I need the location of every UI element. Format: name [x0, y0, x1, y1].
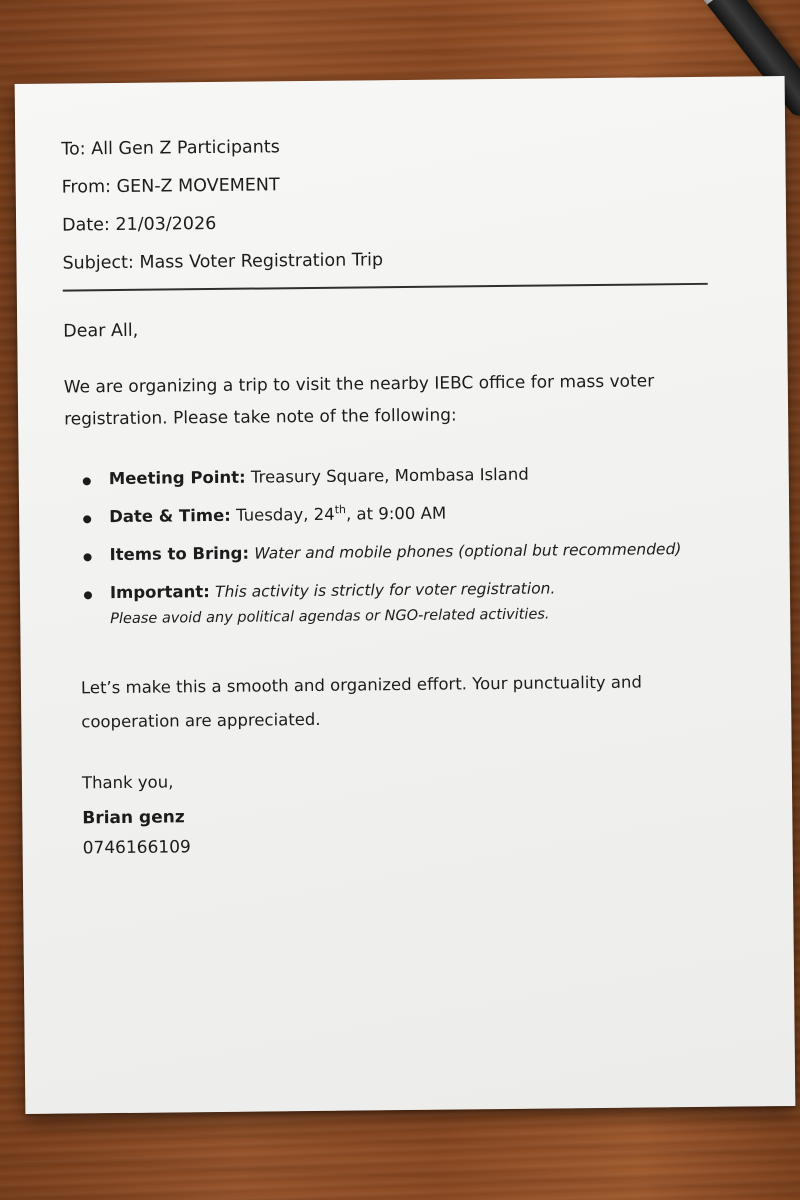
date-time-ordinal: th [334, 503, 347, 517]
memo-subject-label: Subject: [62, 252, 134, 274]
memo-date-line [62, 208, 742, 235]
intro-paragraph: We are organizing a trip to visit the nearby IEBC office for mass voter registration. Please take note of the following: [63, 371, 655, 430]
bullet-icon [84, 591, 92, 599]
memo-to-line [61, 132, 741, 159]
important-label: Important: [109, 582, 210, 603]
list-item-date-time [83, 498, 745, 529]
memo-subject-value: Mass Voter Registration Trip [139, 250, 384, 273]
memo-paper [15, 76, 796, 1114]
signer-name: Brian genz [82, 807, 185, 829]
signoff: Thank you, [81, 772, 174, 793]
meeting-point-label: Meeting Point: [108, 467, 246, 489]
memo-content [61, 132, 748, 858]
items-to-bring-value: Water and mobile phones (optional but recommended) [254, 540, 682, 563]
bullet-icon [83, 477, 91, 485]
memo-subject-line [62, 246, 742, 273]
salutation: Dear All, [63, 320, 139, 342]
signer-phone: 0746166109 [82, 837, 191, 859]
important-value: This activity is strictly for voter registration. [214, 579, 556, 601]
list-item-items-to-bring [83, 536, 745, 567]
important-note: Please avoid any political agendas or NGO-related activities. [110, 606, 550, 628]
bullet-icon [83, 515, 91, 523]
instruction-list [65, 460, 747, 633]
memo-to-value: All Gen Z Participants [91, 137, 280, 160]
list-item-important [84, 574, 747, 633]
memo-from-label: From: [61, 177, 112, 198]
bullet-icon [84, 553, 92, 561]
memo-from-value: GEN-Z MOVEMENT [116, 175, 280, 197]
list-item-meeting-point [83, 460, 745, 491]
date-time-label: Date & Time: [109, 505, 231, 527]
closing-paragraph: Let’s make this a smooth and organized effort. Your punctuality and cooperation are appreciated. [80, 672, 642, 732]
date-time-value-suffix: , at 9:00 AM [345, 503, 447, 524]
memo-to-label: To: [61, 139, 86, 160]
meeting-point-value: Treasury Square, Mombasa Island [250, 464, 529, 487]
memo-date-value: 21/03/2026 [115, 213, 217, 236]
memo-from-line [62, 170, 742, 197]
header-divider [63, 283, 708, 292]
date-time-value-prefix: Tuesday, 24 [235, 504, 335, 525]
memo-date-label: Date: [62, 215, 110, 236]
items-to-bring-label: Items to Bring: [109, 543, 250, 565]
